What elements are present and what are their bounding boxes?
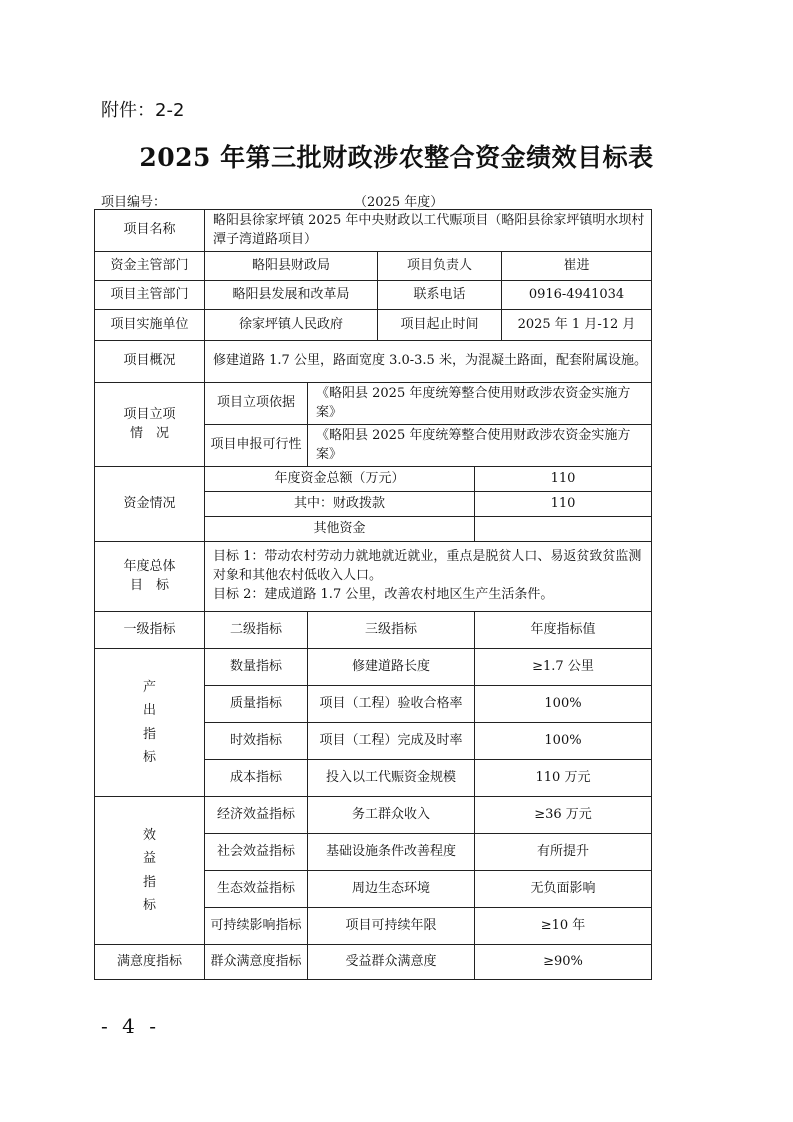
benefit-char: 效	[142, 827, 156, 843]
output-char: 标	[142, 749, 156, 765]
satisfaction-level1: 满意度指标	[95, 945, 205, 980]
level3-cell: 务工群众收入	[308, 797, 475, 834]
output-indicator-label	[95, 649, 205, 797]
indicator-header-row	[95, 612, 652, 649]
impl-unit-value: 徐家坪镇人民政府	[205, 310, 378, 341]
output-char: 指	[142, 726, 156, 742]
level2-cell: 生态效益指标	[205, 871, 308, 908]
level3-cell: 受益群众满意度	[308, 945, 475, 980]
overview-value: 修建道路 1.7 公里，路面宽度 3.0-3.5 米，为混凝土路面，配套附属设施。	[205, 341, 652, 383]
row-implementation-unit	[95, 310, 652, 341]
benefit-char: 指	[142, 874, 156, 890]
project-number-label: 项目编号：	[101, 195, 167, 210]
project-name-value: 略阳县徐家坪镇 2025 年中央财政以工代赈项目（略阳县徐家坪镇明水坝村潭子湾道路项目）	[205, 210, 652, 252]
approval-label-line1: 项目立项	[123, 406, 176, 422]
other-label: 其他资金	[205, 517, 475, 542]
value-cell: 有所提升	[475, 834, 652, 871]
header-level3: 三级指标	[308, 612, 475, 649]
level3-cell: 投入以工代赈资金规模	[308, 760, 475, 797]
row-annual-goals	[95, 542, 652, 612]
level3-cell: 项目可持续年限	[308, 908, 475, 945]
total-value: 110	[475, 467, 652, 492]
level2-cell: 成本指标	[205, 760, 308, 797]
value-cell: 无负面影响	[475, 871, 652, 908]
level3-cell: 基础设施条件改善程度	[308, 834, 475, 871]
goal-label	[95, 542, 205, 612]
level2-cell: 质量指标	[205, 686, 308, 723]
output-char: 出	[142, 703, 156, 719]
period-label: 项目起止时间	[378, 310, 502, 341]
goal-1: 目标 1：带动农村劳动力就地就近就业，重点是脱贫人口、易返贫致贫监测对象和其他农村低收入人口。	[213, 549, 642, 584]
approval-label-line2: 情 况	[129, 425, 169, 441]
funds-label: 资金情况	[95, 467, 205, 542]
basis-label: 项目立项依据	[205, 383, 308, 425]
leader-value: 崔进	[502, 252, 652, 281]
year-label: （2025 年度）	[354, 195, 444, 210]
table-row	[95, 649, 652, 686]
value-cell: 100%	[475, 723, 652, 760]
level3-cell: 修建道路长度	[308, 649, 475, 686]
benefit-indicator-label	[95, 797, 205, 945]
basis-value: 《略阳县 2025 年度统筹整合使用财政涉农资金实施方案》	[308, 383, 652, 425]
fund-dept-label: 资金主管部门	[95, 252, 205, 281]
phone-label: 联系电话	[378, 281, 502, 310]
feasibility-label: 项目申报可行性	[205, 425, 308, 467]
benefit-char: 标	[142, 897, 156, 913]
level2-cell: 可持续影响指标	[205, 908, 308, 945]
leader-label: 项目负责人	[378, 252, 502, 281]
level3-cell: 项目（工程）完成及时率	[308, 723, 475, 760]
output-char: 产	[142, 679, 156, 695]
impl-unit-label: 项目实施单位	[95, 310, 205, 341]
feasibility-value: 《略阳县 2025 年度统筹整合使用财政涉农资金实施方案》	[308, 425, 652, 467]
level3-cell: 周边生态环境	[308, 871, 475, 908]
level2-cell: 数量指标	[205, 649, 308, 686]
page-title: 2025 年第三批财政涉农整合资金绩效目标表	[139, 143, 654, 172]
value-cell: ≥1.7 公里	[475, 649, 652, 686]
attachment-label: 附件：2-2	[101, 100, 185, 121]
level2-cell: 社会效益指标	[205, 834, 308, 871]
page-number: - 4 -	[101, 1014, 160, 1038]
overview-label: 项目概况	[95, 341, 205, 383]
row-fund-dept	[95, 252, 652, 281]
total-label: 年度资金总额（万元）	[205, 467, 475, 492]
benefit-char: 益	[142, 851, 156, 867]
row-project-name	[95, 210, 652, 252]
row-funds-total	[95, 467, 652, 492]
fiscal-label: 其中：财政拨款	[205, 492, 475, 517]
header-annual-value: 年度指标值	[475, 612, 652, 649]
value-cell: ≥90%	[475, 945, 652, 980]
project-dept-label: 项目主管部门	[95, 281, 205, 310]
phone-value: 0916-4941034	[502, 281, 652, 310]
fiscal-value: 110	[475, 492, 652, 517]
value-cell: ≥10 年	[475, 908, 652, 945]
row-approval-basis	[95, 383, 652, 425]
level2-cell: 时效指标	[205, 723, 308, 760]
row-project-dept	[95, 281, 652, 310]
table-row	[95, 797, 652, 834]
table-row	[95, 945, 652, 980]
goal-label-line1: 年度总体	[123, 558, 176, 574]
goal-content	[205, 542, 652, 612]
header-level1: 一级指标	[95, 612, 205, 649]
level2-cell: 经济效益指标	[205, 797, 308, 834]
goal-2: 目标 2：建成道路 1.7 公里，改善农村地区生产生活条件。	[213, 586, 554, 602]
period-value: 2025 年 1 月-12 月	[502, 310, 652, 341]
approval-label	[95, 383, 205, 467]
performance-target-table	[94, 209, 652, 980]
level2-cell: 群众满意度指标	[205, 945, 308, 980]
project-dept-value: 略阳县发展和改革局	[205, 281, 378, 310]
value-cell: 100%	[475, 686, 652, 723]
value-cell: ≥36 万元	[475, 797, 652, 834]
value-cell: 110 万元	[475, 760, 652, 797]
other-value	[475, 517, 652, 542]
header-level2: 二级指标	[205, 612, 308, 649]
fund-dept-value: 略阳县财政局	[205, 252, 378, 281]
level3-cell: 项目（工程）验收合格率	[308, 686, 475, 723]
row-overview	[95, 341, 652, 383]
project-name-label: 项目名称	[95, 210, 205, 252]
goal-label-line2: 目 标	[129, 577, 169, 593]
